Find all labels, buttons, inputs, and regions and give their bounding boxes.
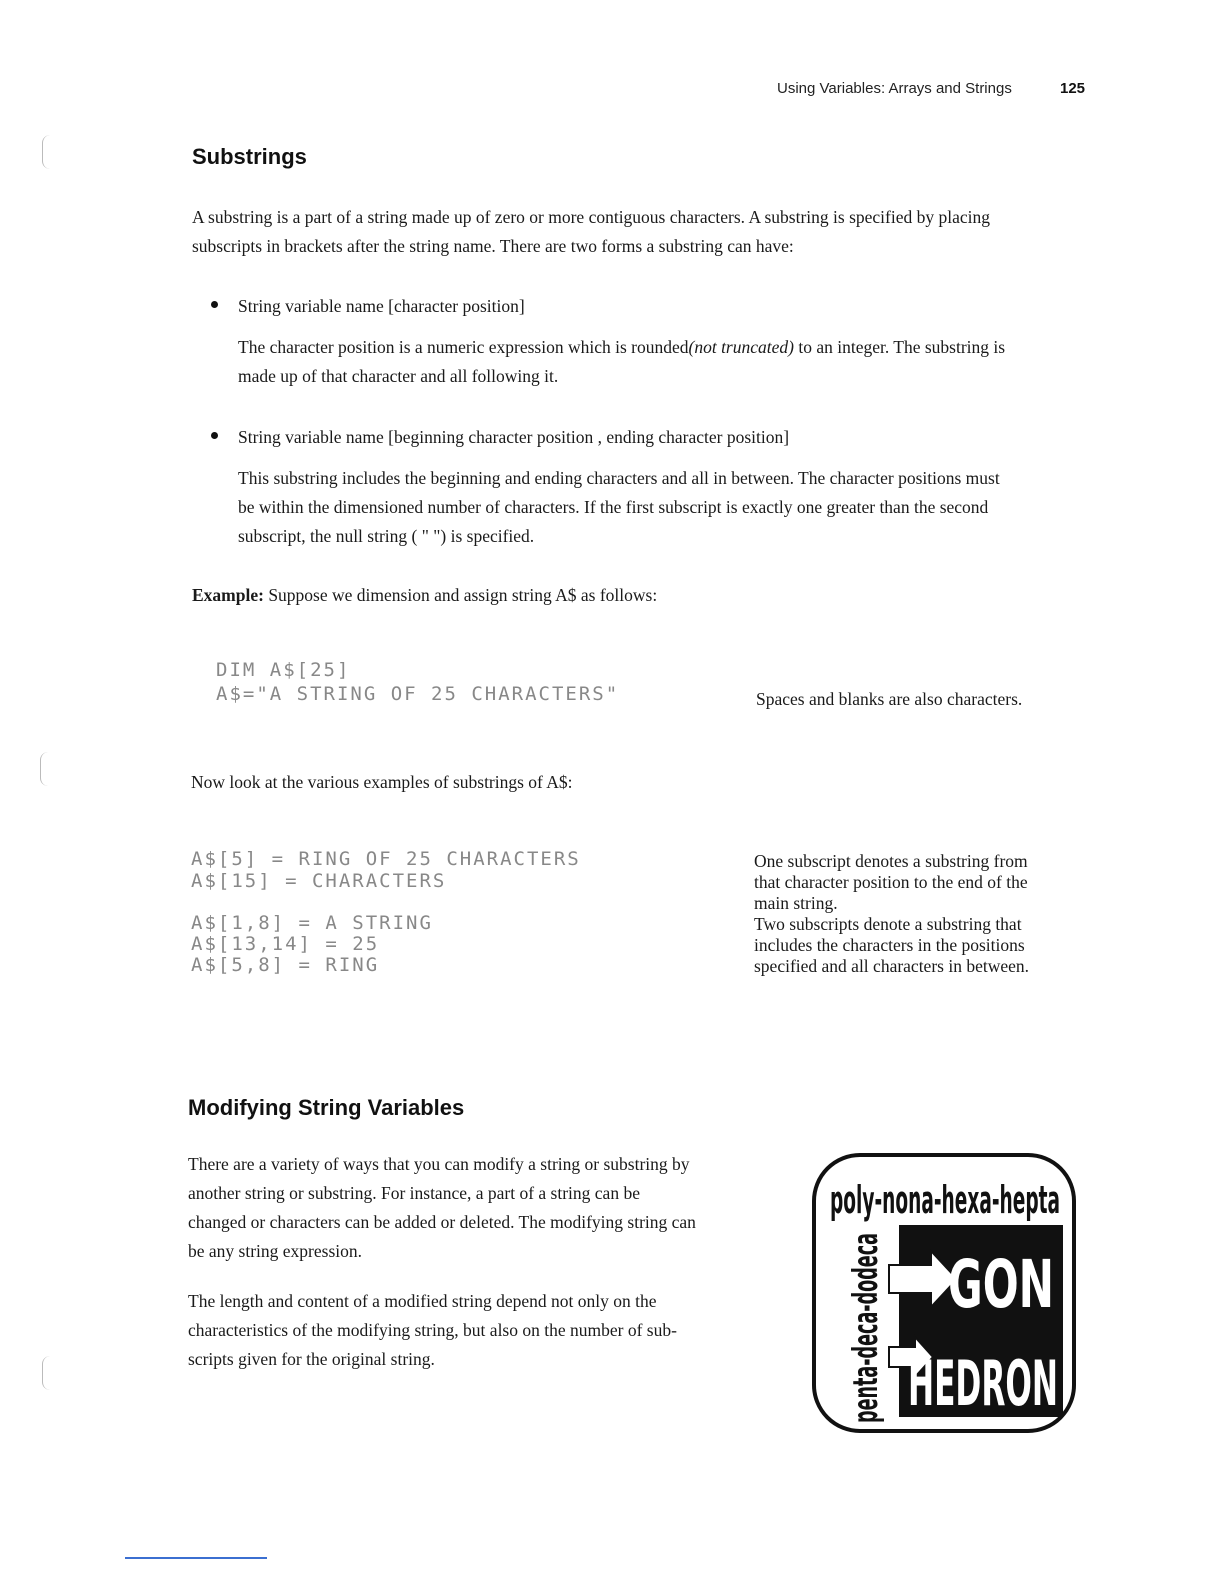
section-title-substrings: Substrings: [192, 144, 307, 169]
modifying-paragraph-2: [188, 1287, 758, 1374]
emphasis-text: (not truncated): [688, 337, 794, 357]
modifying-paragraph-1: [188, 1150, 758, 1266]
example-line: [192, 581, 657, 610]
paragraph-line: The length and content of a modified string depend not only on the: [188, 1291, 657, 1311]
bullet-two-desc-line-1: This substring includes the beginning and ending characters and all in between. The character positions must: [238, 468, 1000, 488]
logo-word-hedron: HEDRON: [908, 1347, 1058, 1420]
bullet-form-one: String variable name [character position]: [238, 296, 525, 316]
paragraph-line: scripts given for the original string.: [188, 1349, 435, 1369]
paragraph-line: be any string expression.: [188, 1241, 362, 1261]
code-example-line: A$[13,14] = 25: [191, 933, 380, 955]
code-example-line: A$[1,8] = A STRING: [191, 912, 433, 934]
intro-line-1: A substring is a part of a string made up of zero or more contiguous characters. A substring is specified by placing: [192, 207, 991, 227]
logo-graphic: [811, 1055, 1077, 1436]
section-title-modifying: Modifying String Variables: [188, 1095, 465, 1120]
code-example-line: A$[15] = CHARACTERS: [191, 870, 447, 892]
note-line: that character position to the end of the: [754, 872, 1028, 892]
bullet-form-two: String variable name [beginning character position , ending character position]: [238, 427, 790, 447]
note-line: Two subscripts denote a substring that: [754, 914, 1022, 934]
paragraph-line: another string or substring. For instance, a part of a string can be: [188, 1183, 640, 1203]
desc-text: to an integer. The substring is: [793, 337, 1006, 357]
code-example-line: A$[5] = RING OF 25 CHARACTERS: [191, 848, 581, 870]
intro-line-2: subscripts in brackets after the string name. There are two forms a substring can have:: [192, 236, 794, 256]
logo-top-text: poly-nona-hexa-hepta: [830, 1178, 1060, 1222]
code-example-line: A$[5,8] = RING: [191, 954, 380, 976]
paragraph-line: changed or characters can be added or deleted. The modifying string can: [188, 1212, 696, 1232]
note-line: includes the characters in the positions: [754, 935, 1025, 955]
bullet-one-desc-line-1: [238, 333, 1108, 362]
bullet-dot: [211, 432, 218, 439]
note-line: One subscript denotes a substring from: [754, 851, 1028, 871]
code-dim-line: DIM A$[25]: [216, 659, 351, 681]
logo-side-text: penta-deca-dodeca: [846, 1055, 886, 1423]
gon-hedron-logo: [811, 1055, 1077, 1436]
one-subscript-note: [754, 851, 1084, 977]
example-text: Suppose we dimension and assign string A$ as follows:: [263, 585, 658, 605]
paragraph-line: characteristics of the modifying string, but also on the number of sub-: [188, 1320, 677, 1340]
scan-margin-mark: [42, 135, 51, 169]
note-line: specified and all characters in between.: [754, 956, 1030, 976]
page-number: 125: [1060, 80, 1086, 97]
bullet-one-desc-line-2: made up of that character and all following it.: [238, 366, 559, 386]
logo-word-gon: GON: [948, 1246, 1054, 1323]
example-label: Example:: [192, 585, 264, 605]
footer-rule: [125, 1557, 267, 1559]
code-assign-line: A$="A STRING OF 25 CHARACTERS": [216, 683, 620, 705]
desc-text: The character position is a numeric expression which is rounded: [238, 337, 689, 357]
scan-margin-mark: [42, 1356, 51, 1390]
bullet-dot: [211, 301, 218, 308]
code-side-note: Spaces and blanks are also characters.: [756, 689, 1023, 709]
scan-margin-mark: [40, 752, 49, 786]
bullet-two-desc-line-2: be within the dimensioned number of characters. If the first subscript is exactly one greater than the second: [238, 497, 989, 517]
bullet-two-desc-line-3: subscript, the null string ( " ") is specified.: [238, 526, 535, 546]
running-header: Using Variables: Arrays and Strings: [777, 80, 1012, 97]
note-line: main string.: [754, 893, 838, 913]
paragraph-line: There are a variety of ways that you can modify a string or substring by: [188, 1154, 690, 1174]
examples-intro: Now look at the various examples of substrings of A$:: [191, 772, 573, 792]
